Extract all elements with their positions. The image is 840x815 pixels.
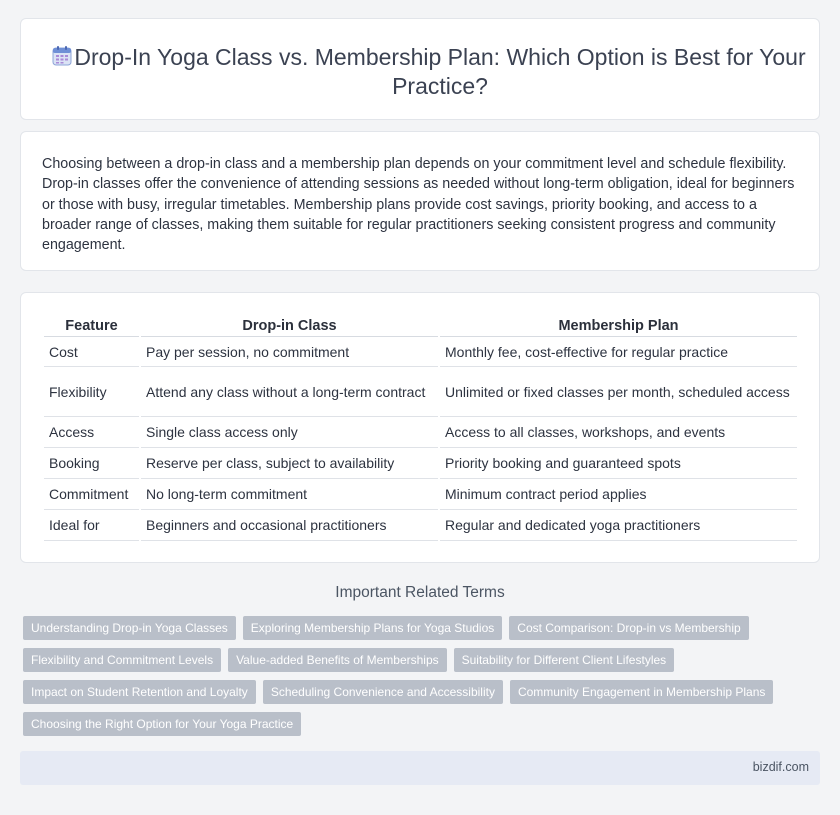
table-row (44, 479, 797, 510)
related-term-tag[interactable]: Exploring Membership Plans for Yoga Studios (243, 616, 502, 640)
table-row (44, 337, 797, 367)
intro-card (20, 131, 820, 271)
table-header-row (44, 315, 797, 337)
related-terms-list (23, 616, 803, 744)
feature-cell: Commitment (44, 479, 139, 510)
related-term-tag[interactable]: Value-added Benefits of Memberships (228, 648, 447, 672)
footer-site-link[interactable]: bizdif.com (752, 760, 809, 774)
membership-cell: Monthly fee, cost-effective for regular practice (440, 337, 797, 367)
membership-cell: Unlimited or fixed classes per month, scheduled access (440, 367, 797, 417)
related-terms-heading: Important Related Terms (335, 584, 505, 601)
comparison-table (42, 315, 799, 541)
drop-in-cell: No long-term commitment (141, 479, 438, 510)
drop-in-cell: Attend any class without a long-term contract (141, 367, 438, 417)
drop-in-cell: Beginners and occasional practitioners (141, 510, 438, 541)
drop-in-cell: Single class access only (141, 417, 438, 448)
footer (20, 751, 820, 785)
feature-cell: Cost (44, 337, 139, 367)
table-row (44, 448, 797, 479)
header-membership: Membership Plan (440, 315, 797, 337)
drop-in-cell: Pay per session, no commitment (141, 337, 438, 367)
table-row (44, 417, 797, 448)
related-term-tag[interactable]: Flexibility and Commitment Levels (23, 648, 221, 672)
related-term-tag[interactable]: Choosing the Right Option for Your Yoga Practice (23, 712, 301, 736)
related-term-tag[interactable]: Community Engagement in Membership Plans (510, 680, 773, 704)
membership-cell: Regular and dedicated yoga practitioners (440, 510, 797, 541)
header-feature: Feature (44, 315, 139, 337)
drop-in-cell: Reserve per class, subject to availability (141, 448, 438, 479)
comparison-card (20, 292, 820, 563)
membership-cell: Minimum contract period applies (440, 479, 797, 510)
feature-cell: Flexibility (44, 367, 139, 417)
table-row (44, 367, 797, 417)
title-card (20, 18, 820, 120)
page-title: Drop-In Yoga Class vs. Membership Plan: Which Option is Best for Your Practice? (74, 44, 806, 99)
membership-cell: Access to all classes, workshops, and events (440, 417, 797, 448)
table-row (44, 510, 797, 541)
related-term-tag[interactable]: Scheduling Convenience and Accessibility (263, 680, 503, 704)
related-term-tag[interactable]: Understanding Drop-in Yoga Classes (23, 616, 236, 640)
membership-cell: Priority booking and guaranteed spots (440, 448, 797, 479)
feature-cell: Booking (44, 448, 139, 479)
related-term-tag[interactable]: Impact on Student Retention and Loyalty (23, 680, 256, 704)
related-term-tag[interactable]: Cost Comparison: Drop-in vs Membership (509, 616, 748, 640)
related-term-tag[interactable]: Suitability for Different Client Lifestyles (454, 648, 675, 672)
header-drop-in: Drop-in Class (141, 315, 438, 337)
intro-paragraph: Choosing between a drop-in class and a membership plan depends on your commitment level and schedule flexibility. Drop-in classes offer the convenience of attending sessions as needed without long-term obligation, ideal for beginners or those with busy, irregular timetables. Membership plans provide cost savings, priority booking, and access to a broader range of classes, making them suitable for regular practitioners seeking consistent progress and community engagement. (42, 156, 795, 254)
feature-cell: Ideal for (44, 510, 139, 541)
feature-cell: Access (44, 417, 139, 448)
